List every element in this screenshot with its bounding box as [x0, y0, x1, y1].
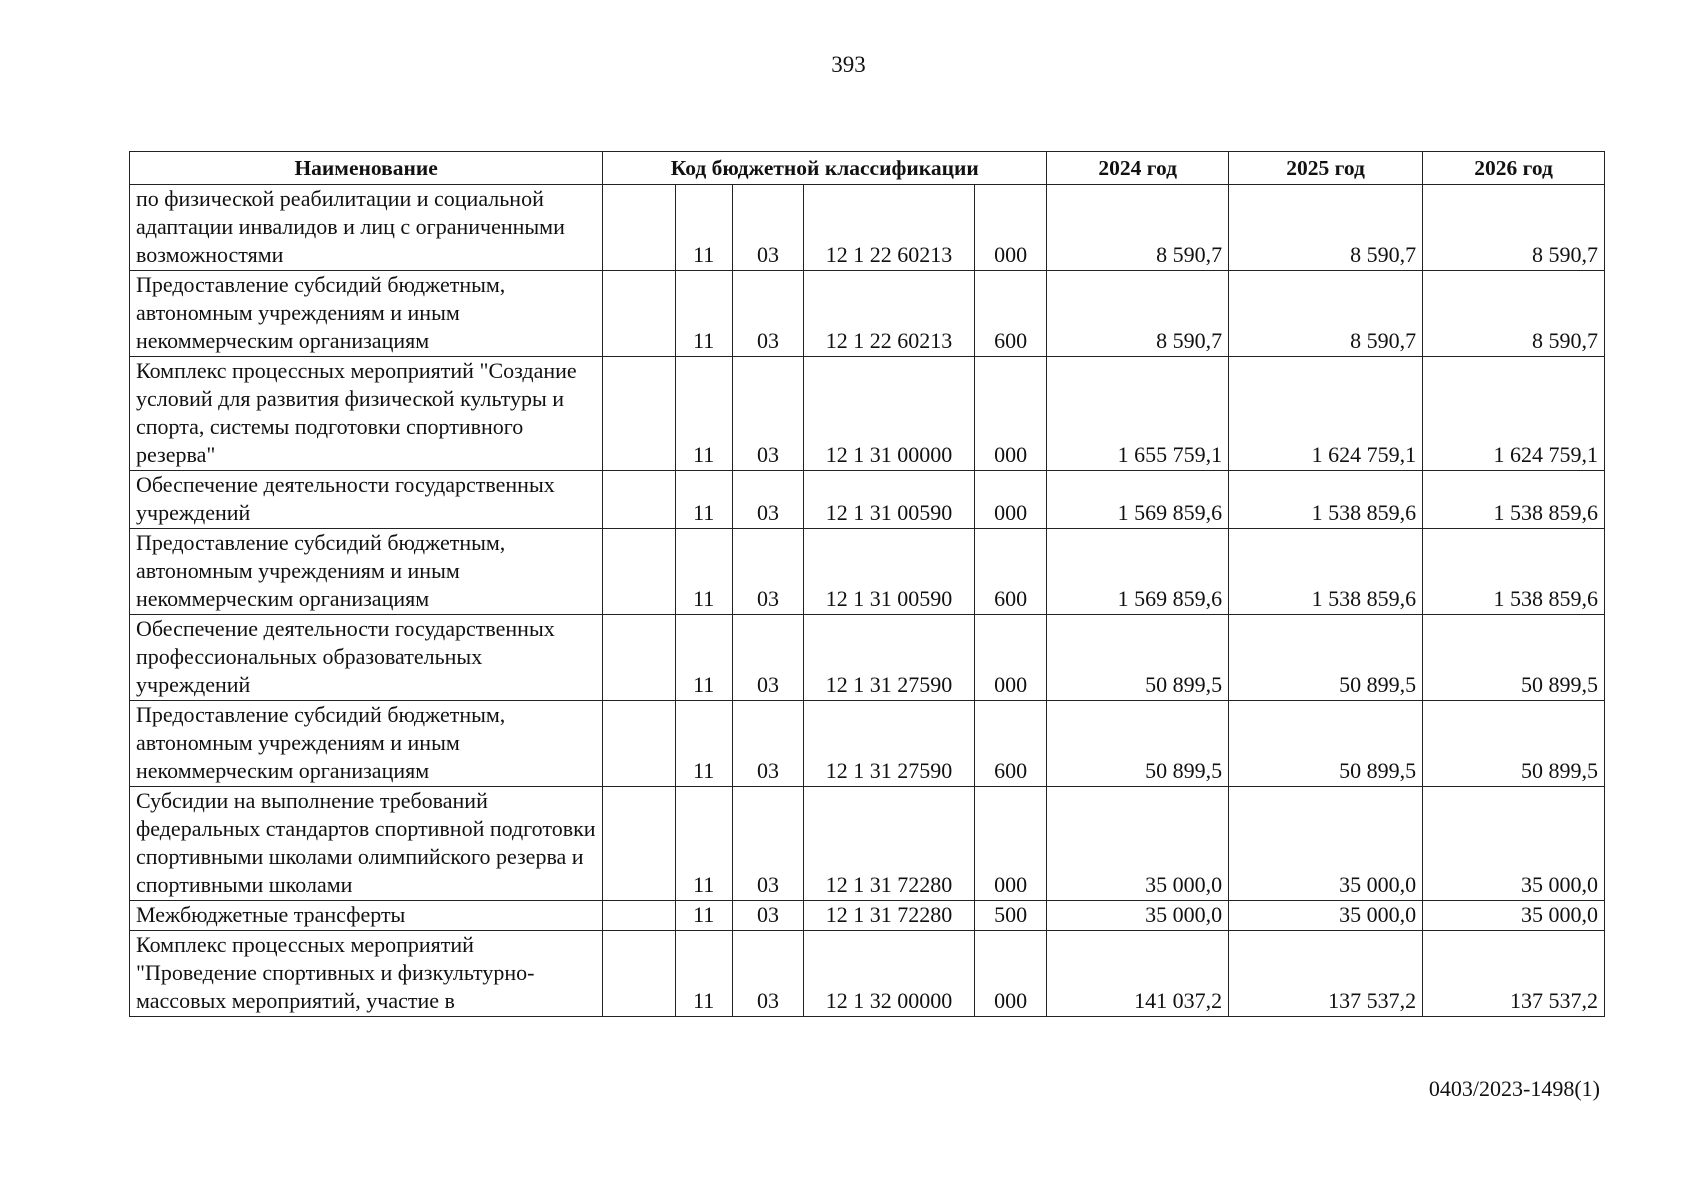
row-code-section: 11 — [675, 701, 732, 787]
table-row — [130, 357, 1605, 471]
row-code-blank — [603, 901, 675, 931]
table-row — [130, 701, 1605, 787]
row-name: Субсидии на выполнение требований федеральных стандартов спортивной подготовки спортивными школами олимпийского резерва и спортивными школами — [130, 787, 603, 901]
row-code-section: 11 — [675, 357, 732, 471]
row-code-section: 11 — [675, 615, 732, 701]
row-value-2025: 1 538 859,6 — [1229, 529, 1423, 615]
row-value-2026: 35 000,0 — [1423, 787, 1605, 901]
row-value-2024: 35 000,0 — [1047, 787, 1229, 901]
row-code-blank — [603, 185, 675, 271]
row-code-target: 12 1 31 72280 — [804, 787, 975, 901]
row-code-target: 12 1 31 00590 — [804, 471, 975, 529]
table-row — [130, 931, 1605, 1017]
row-code-target: 12 1 32 00000 — [804, 931, 975, 1017]
row-code-expense-type: 000 — [974, 185, 1046, 271]
table-row — [130, 185, 1605, 271]
row-code-expense-type: 600 — [974, 529, 1046, 615]
row-code-expense-type: 000 — [974, 931, 1046, 1017]
row-code-section: 11 — [675, 901, 732, 931]
row-name: Обеспечение деятельности государственных профессиональных образовательных учреждений — [130, 615, 603, 701]
row-code-expense-type: 000 — [974, 615, 1046, 701]
row-code-section: 11 — [675, 787, 732, 901]
row-name: Межбюджетные трансферты — [130, 901, 603, 931]
table-row — [130, 471, 1605, 529]
row-value-2024: 50 899,5 — [1047, 701, 1229, 787]
row-code-blank — [603, 931, 675, 1017]
row-value-2025: 137 537,2 — [1229, 931, 1423, 1017]
row-name: Обеспечение деятельности государственных учреждений — [130, 471, 603, 529]
budget-table — [129, 151, 1605, 1017]
row-code-blank — [603, 701, 675, 787]
row-name: Комплекс процессных мероприятий "Создание условий для развития физической культуры и спорта, системы подготовки спортивного резерва" — [130, 357, 603, 471]
row-code-target: 12 1 31 00590 — [804, 529, 975, 615]
row-code-blank — [603, 787, 675, 901]
row-value-2026: 50 899,5 — [1423, 701, 1605, 787]
row-code-section: 11 — [675, 471, 732, 529]
row-code-target: 12 1 31 00000 — [804, 357, 975, 471]
table-row — [130, 271, 1605, 357]
row-name: Предоставление субсидий бюджетным, автономным учреждениям и иным некоммерческим организациям — [130, 701, 603, 787]
row-code-subsection: 03 — [732, 471, 803, 529]
row-code-blank — [603, 615, 675, 701]
row-value-2024: 1 569 859,6 — [1047, 529, 1229, 615]
row-code-blank — [603, 529, 675, 615]
row-code-section: 11 — [675, 529, 732, 615]
row-value-2024: 8 590,7 — [1047, 271, 1229, 357]
table-row — [130, 787, 1605, 901]
row-value-2025: 35 000,0 — [1229, 787, 1423, 901]
document-code: 0403/2023-1498(1) — [1428, 1076, 1600, 1101]
row-value-2024: 1 655 759,1 — [1047, 357, 1229, 471]
row-value-2026: 1 624 759,1 — [1423, 357, 1605, 471]
header-code: Код бюджетной классификации — [603, 152, 1047, 185]
row-code-section: 11 — [675, 931, 732, 1017]
row-code-blank — [603, 271, 675, 357]
row-value-2025: 8 590,7 — [1229, 271, 1423, 357]
row-code-expense-type: 600 — [974, 271, 1046, 357]
header-2026: 2026 год — [1423, 152, 1605, 185]
row-value-2026: 50 899,5 — [1423, 615, 1605, 701]
row-code-expense-type: 000 — [974, 357, 1046, 471]
page-number: 393 — [831, 52, 866, 77]
row-value-2025: 1 538 859,6 — [1229, 471, 1423, 529]
row-value-2026: 35 000,0 — [1423, 901, 1605, 931]
row-value-2025: 35 000,0 — [1229, 901, 1423, 931]
row-code-subsection: 03 — [732, 185, 803, 271]
row-code-expense-type: 500 — [974, 901, 1046, 931]
row-value-2024: 50 899,5 — [1047, 615, 1229, 701]
row-code-expense-type: 000 — [974, 471, 1046, 529]
row-code-target: 12 1 22 60213 — [804, 185, 975, 271]
table-row — [130, 615, 1605, 701]
row-value-2026: 8 590,7 — [1423, 271, 1605, 357]
row-code-section: 11 — [675, 271, 732, 357]
header-2025: 2025 год — [1229, 152, 1423, 185]
table-row — [130, 529, 1605, 615]
row-code-subsection: 03 — [732, 901, 803, 931]
row-code-target: 12 1 31 27590 — [804, 615, 975, 701]
row-code-blank — [603, 471, 675, 529]
row-code-target: 12 1 31 27590 — [804, 701, 975, 787]
row-code-subsection: 03 — [732, 931, 803, 1017]
row-code-target: 12 1 22 60213 — [804, 271, 975, 357]
row-code-section: 11 — [675, 185, 732, 271]
row-value-2026: 8 590,7 — [1423, 185, 1605, 271]
row-code-subsection: 03 — [732, 701, 803, 787]
row-name: Комплекс процессных мероприятий "Проведение спортивных и физкультурно-массовых мероприятий, участие в — [130, 931, 603, 1017]
table-row — [130, 901, 1605, 931]
row-value-2025: 1 624 759,1 — [1229, 357, 1423, 471]
row-value-2024: 8 590,7 — [1047, 185, 1229, 271]
row-code-subsection: 03 — [732, 271, 803, 357]
row-value-2024: 1 569 859,6 — [1047, 471, 1229, 529]
row-code-subsection: 03 — [732, 787, 803, 901]
row-value-2026: 137 537,2 — [1423, 931, 1605, 1017]
row-value-2026: 1 538 859,6 — [1423, 471, 1605, 529]
header-name: Наименование — [130, 152, 603, 185]
row-value-2025: 50 899,5 — [1229, 701, 1423, 787]
row-code-expense-type: 600 — [974, 701, 1046, 787]
row-value-2024: 35 000,0 — [1047, 901, 1229, 931]
row-code-expense-type: 000 — [974, 787, 1046, 901]
header-2024: 2024 год — [1047, 152, 1229, 185]
row-value-2025: 50 899,5 — [1229, 615, 1423, 701]
row-name: Предоставление субсидий бюджетным, автономным учреждениям и иным некоммерческим организациям — [130, 271, 603, 357]
row-name: по физической реабилитации и социальной адаптации инвалидов и лиц с ограниченными возможностями — [130, 185, 603, 271]
row-code-subsection: 03 — [732, 615, 803, 701]
row-code-blank — [603, 357, 675, 471]
row-code-target: 12 1 31 72280 — [804, 901, 975, 931]
row-code-subsection: 03 — [732, 529, 803, 615]
row-name: Предоставление субсидий бюджетным, автономным учреждениям и иным некоммерческим организациям — [130, 529, 603, 615]
table-header-row — [130, 152, 1605, 185]
row-value-2024: 141 037,2 — [1047, 931, 1229, 1017]
row-value-2025: 8 590,7 — [1229, 185, 1423, 271]
row-value-2026: 1 538 859,6 — [1423, 529, 1605, 615]
row-code-subsection: 03 — [732, 357, 803, 471]
